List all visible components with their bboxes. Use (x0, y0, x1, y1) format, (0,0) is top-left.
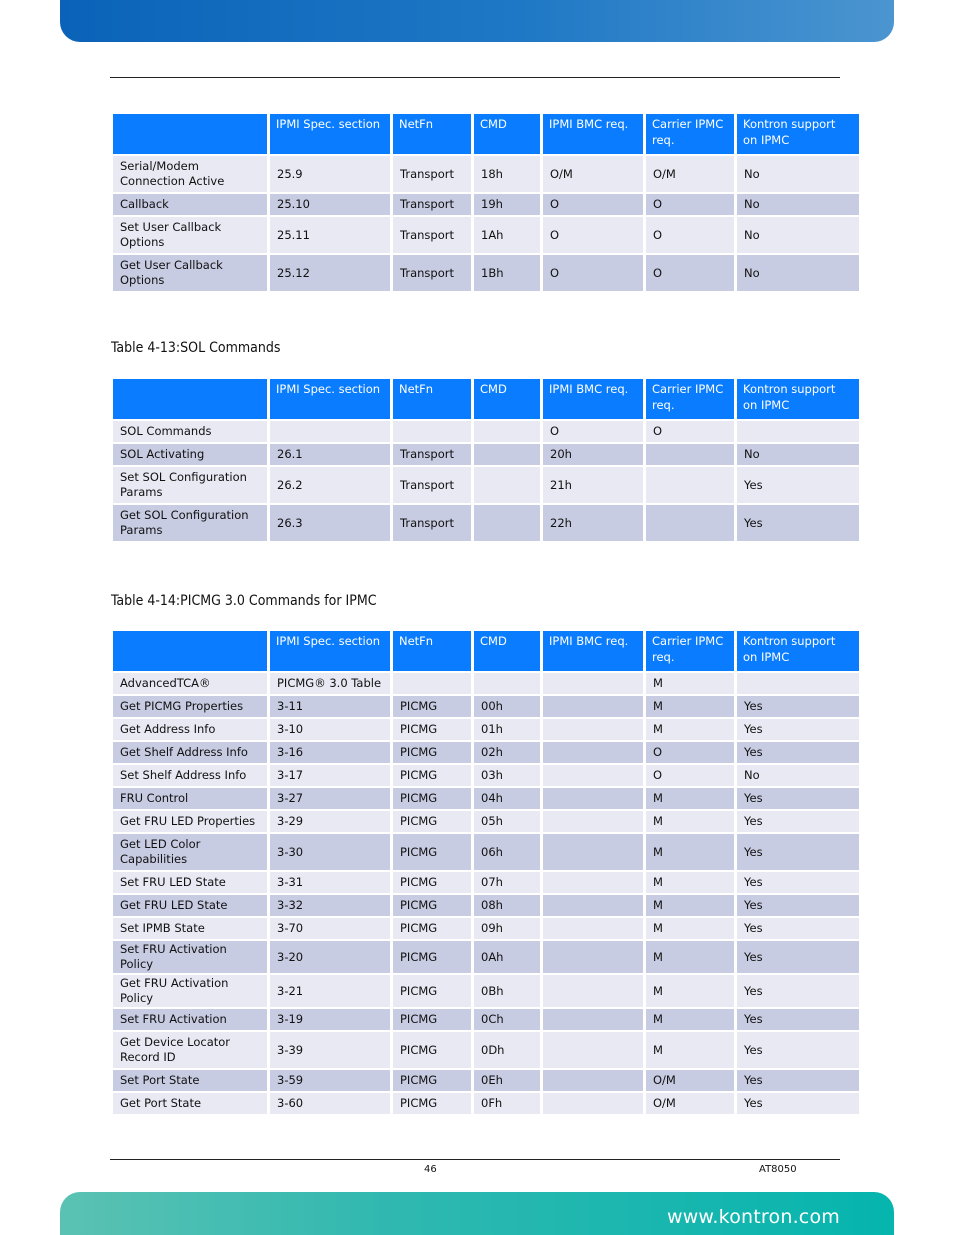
table-row (113, 1009, 859, 1030)
table-cell: Transport (393, 194, 471, 215)
table-cell: 26.2 (270, 467, 390, 503)
table-cell (646, 444, 734, 465)
table-cell: M (646, 941, 734, 973)
table-cell: O (646, 194, 734, 215)
table-cell (543, 696, 643, 717)
table-cell: 0Eh (474, 1070, 540, 1091)
table-cell: 04h (474, 788, 540, 809)
table-cell (543, 1032, 643, 1068)
picmg-commands-table (110, 629, 862, 1116)
header-cell: CMD (474, 631, 540, 671)
table-cell: Yes (737, 872, 859, 893)
table-cell (474, 467, 540, 503)
header-cell: Kontron support on IPMC (737, 631, 859, 671)
table-cell: No (737, 444, 859, 465)
table-cell: Get FRU LED State (113, 895, 267, 916)
table-cell: Get FRU Activation Policy (113, 975, 267, 1007)
table-cell: Yes (737, 719, 859, 740)
table-cell: 26.3 (270, 505, 390, 541)
table-cell (737, 673, 859, 694)
table-cell (543, 742, 643, 763)
table-cell: 05h (474, 811, 540, 832)
table-header-row (113, 631, 859, 671)
table-cell: Transport (393, 217, 471, 253)
table-cell: O (646, 742, 734, 763)
table-cell: 3-16 (270, 742, 390, 763)
header-cell: Carrier IPMC req. (646, 631, 734, 671)
table-row (113, 255, 859, 291)
table-cell: O (543, 194, 643, 215)
table-cell: Get Address Info (113, 719, 267, 740)
table-cell: 3-32 (270, 895, 390, 916)
table-row (113, 1070, 859, 1091)
bottom-banner (60, 1192, 894, 1235)
table-cell: 22h (543, 505, 643, 541)
table-cell: M (646, 1032, 734, 1068)
table-cell: PICMG (393, 834, 471, 870)
table-cell: M (646, 895, 734, 916)
table-cell: Transport (393, 444, 471, 465)
table-cell: M (646, 1009, 734, 1030)
table-cell (474, 673, 540, 694)
header-cell (113, 631, 267, 671)
table-cell: Transport (393, 156, 471, 192)
table-cell: 1Bh (474, 255, 540, 291)
table-cell (543, 918, 643, 939)
table-cell: 3-27 (270, 788, 390, 809)
table-cell (393, 673, 471, 694)
table-cell: 02h (474, 742, 540, 763)
table-cell: Transport (393, 505, 471, 541)
header-cell: NetFn (393, 631, 471, 671)
table-cell: PICMG (393, 895, 471, 916)
table-cell: Get User Callback Options (113, 255, 267, 291)
table-row (113, 719, 859, 740)
table-cell: Yes (737, 467, 859, 503)
table-cell: No (737, 156, 859, 192)
table-cell: Serial/Modem Connection Active (113, 156, 267, 192)
table-cell: PICMG (393, 975, 471, 1007)
table-cell: Get Port State (113, 1093, 267, 1114)
table-row (113, 975, 859, 1007)
table-cell: 21h (543, 467, 643, 503)
table-cell: 3-17 (270, 765, 390, 786)
table-cell (646, 505, 734, 541)
table-cell: SOL Activating (113, 444, 267, 465)
table-cell: M (646, 918, 734, 939)
table-row (113, 834, 859, 870)
table-cell (543, 811, 643, 832)
header-cell: NetFn (393, 114, 471, 154)
table-cell: Set SOL Configuration Params (113, 467, 267, 503)
table-cell (393, 421, 471, 442)
table-cell: 3-10 (270, 719, 390, 740)
table-cell: O/M (646, 1093, 734, 1114)
table-row (113, 194, 859, 215)
table-cell: 07h (474, 872, 540, 893)
header-cell: Kontron support on IPMC (737, 379, 859, 419)
table-cell: Get LED Color Capabilities (113, 834, 267, 870)
table-cell (474, 444, 540, 465)
header-cell: IPMI Spec. section (270, 114, 390, 154)
table-cell: 3-29 (270, 811, 390, 832)
table-cell (474, 505, 540, 541)
table-cell (543, 834, 643, 870)
table-cell: Set FRU Activation Policy (113, 941, 267, 973)
table-row (113, 811, 859, 832)
table-cell: 3-21 (270, 975, 390, 1007)
table-cell: 3-70 (270, 918, 390, 939)
table-cell: PICMG (393, 1070, 471, 1091)
table-cell: SOL Commands (113, 421, 267, 442)
table-cell: Yes (737, 834, 859, 870)
table-row (113, 217, 859, 253)
table-cell: PICMG (393, 788, 471, 809)
table-cell: O (646, 255, 734, 291)
header-cell (113, 379, 267, 419)
header-cell: NetFn (393, 379, 471, 419)
header-cell: IPMI BMC req. (543, 114, 643, 154)
table-cell: 3-30 (270, 834, 390, 870)
table-cell: Transport (393, 255, 471, 291)
transport-commands-table (110, 112, 862, 293)
table-cell: Get Device Locator Record ID (113, 1032, 267, 1068)
table-cell: 25.9 (270, 156, 390, 192)
top-banner (60, 0, 894, 42)
table-cell: O (543, 217, 643, 253)
table-cell: 0Ah (474, 941, 540, 973)
table-cell: Transport (393, 467, 471, 503)
table-cell: PICMG (393, 1009, 471, 1030)
header-cell (113, 114, 267, 154)
table-cell: M (646, 719, 734, 740)
table-cell: 03h (474, 765, 540, 786)
table-row (113, 1093, 859, 1114)
header-cell: CMD (474, 114, 540, 154)
table-cell: 08h (474, 895, 540, 916)
header-cell: CMD (474, 379, 540, 419)
table-cell: O (646, 765, 734, 786)
table-cell: Set FRU Activation (113, 1009, 267, 1030)
table-cell (646, 467, 734, 503)
table-cell: Yes (737, 895, 859, 916)
table-cell: M (646, 811, 734, 832)
table-cell: FRU Control (113, 788, 267, 809)
table-cell: 09h (474, 918, 540, 939)
table-cell: Yes (737, 1009, 859, 1030)
table-cell: Yes (737, 1032, 859, 1068)
table-cell (474, 421, 540, 442)
table-cell: Callback (113, 194, 267, 215)
table-row (113, 696, 859, 717)
table-cell (543, 765, 643, 786)
table-cell: Get SOL Configuration Params (113, 505, 267, 541)
table-header-row (113, 114, 859, 154)
table-cell: Get Shelf Address Info (113, 742, 267, 763)
table-row (113, 505, 859, 541)
table-cell: PICMG (393, 1093, 471, 1114)
table-cell (543, 975, 643, 1007)
table-cell: O (646, 421, 734, 442)
table-header-row (113, 379, 859, 419)
table-cell: 18h (474, 156, 540, 192)
table-cell: Yes (737, 742, 859, 763)
table-cell: 0Fh (474, 1093, 540, 1114)
table-cell (270, 421, 390, 442)
table-row (113, 444, 859, 465)
table-row (113, 1032, 859, 1068)
table-row (113, 895, 859, 916)
table-row (113, 765, 859, 786)
table-cell: O (543, 255, 643, 291)
table-cell: 3-59 (270, 1070, 390, 1091)
page-number: 46 (424, 1164, 437, 1175)
table-cell: PICMG (393, 719, 471, 740)
table-cell: PICMG (393, 1032, 471, 1068)
table-cell: Yes (737, 975, 859, 1007)
sol-commands-table (110, 377, 862, 543)
table-cell: 3-60 (270, 1093, 390, 1114)
table-cell: 25.11 (270, 217, 390, 253)
table-cell: 00h (474, 696, 540, 717)
table-cell: Yes (737, 788, 859, 809)
table-cell: Yes (737, 811, 859, 832)
table-cell (543, 1070, 643, 1091)
header-cell: IPMI BMC req. (543, 631, 643, 671)
table-cell: Yes (737, 1093, 859, 1114)
header-cell: Carrier IPMC req. (646, 379, 734, 419)
table-cell: PICMG (393, 941, 471, 973)
header-cell: IPMI BMC req. (543, 379, 643, 419)
document-name: AT8050 (759, 1164, 797, 1175)
table-cell: PICMG (393, 811, 471, 832)
table-cell: O/M (646, 156, 734, 192)
table-cell: M (646, 788, 734, 809)
table-cell: Set Port State (113, 1070, 267, 1091)
header-cell: Kontron support on IPMC (737, 114, 859, 154)
header-cell: IPMI Spec. section (270, 379, 390, 419)
table-cell: Set User Callback Options (113, 217, 267, 253)
table-cell: 25.10 (270, 194, 390, 215)
table-cell: 06h (474, 834, 540, 870)
table-cell (543, 872, 643, 893)
table-cell: 3-39 (270, 1032, 390, 1068)
website-link[interactable]: www.kontron.com (666, 1206, 840, 1228)
table-cell (543, 941, 643, 973)
table-row (113, 467, 859, 503)
table-cell: Yes (737, 505, 859, 541)
table-row (113, 673, 859, 694)
table-row (113, 872, 859, 893)
table-cell (543, 1093, 643, 1114)
table-row (113, 742, 859, 763)
table-cell: M (646, 975, 734, 1007)
table-cell: 01h (474, 719, 540, 740)
table-cell: Get PICMG Properties (113, 696, 267, 717)
table-cell: No (737, 255, 859, 291)
table-cell: Yes (737, 696, 859, 717)
table-cell: PICMG (393, 918, 471, 939)
table-cell (737, 421, 859, 442)
table-cell (543, 719, 643, 740)
table-cell: 0Ch (474, 1009, 540, 1030)
table-cell: 3-20 (270, 941, 390, 973)
table-cell: 0Bh (474, 975, 540, 1007)
table-cell: 3-11 (270, 696, 390, 717)
table-cell: No (737, 765, 859, 786)
table-cell (543, 788, 643, 809)
table-cell: O/M (646, 1070, 734, 1091)
table-cell: 20h (543, 444, 643, 465)
table-cell: M (646, 872, 734, 893)
table-cell: Get FRU LED Properties (113, 811, 267, 832)
table-cell: 1Ah (474, 217, 540, 253)
table-cell: 3-19 (270, 1009, 390, 1030)
header-rule (110, 77, 840, 78)
table-cell: No (737, 194, 859, 215)
table-cell: Set FRU LED State (113, 872, 267, 893)
table-cell: No (737, 217, 859, 253)
table-cell: 3-31 (270, 872, 390, 893)
table-cell: O (646, 217, 734, 253)
table-cell (543, 895, 643, 916)
table-cell: PICMG (393, 742, 471, 763)
table-cell: 26.1 (270, 444, 390, 465)
table-cell: Set IPMB State (113, 918, 267, 939)
table-cell: O/M (543, 156, 643, 192)
table-row (113, 788, 859, 809)
table-cell (543, 1009, 643, 1030)
table-cell: Yes (737, 941, 859, 973)
table-row (113, 421, 859, 442)
table-cell: PICMG (393, 872, 471, 893)
table-cell: AdvancedTCA® (113, 673, 267, 694)
table-cell (543, 673, 643, 694)
header-cell: Carrier IPMC req. (646, 114, 734, 154)
table-cell: Yes (737, 1070, 859, 1091)
table-cell: Yes (737, 918, 859, 939)
table-cell: M (646, 834, 734, 870)
table-cell: 25.12 (270, 255, 390, 291)
table-cell: M (646, 673, 734, 694)
footer-rule (110, 1159, 840, 1160)
header-cell: IPMI Spec. section (270, 631, 390, 671)
table-cell: O (543, 421, 643, 442)
table-row (113, 941, 859, 973)
table-cell: M (646, 696, 734, 717)
picmg-table-caption: Table 4-14:PICMG 3.0 Commands for IPMC (111, 593, 377, 609)
table-cell: Set Shelf Address Info (113, 765, 267, 786)
table-row (113, 156, 859, 192)
table-cell: 19h (474, 194, 540, 215)
table-cell: PICMG® 3.0 Table (270, 673, 390, 694)
table-row (113, 918, 859, 939)
table-cell: PICMG (393, 696, 471, 717)
table-cell: 0Dh (474, 1032, 540, 1068)
table-cell: PICMG (393, 765, 471, 786)
sol-table-caption: Table 4-13:SOL Commands (111, 340, 281, 356)
